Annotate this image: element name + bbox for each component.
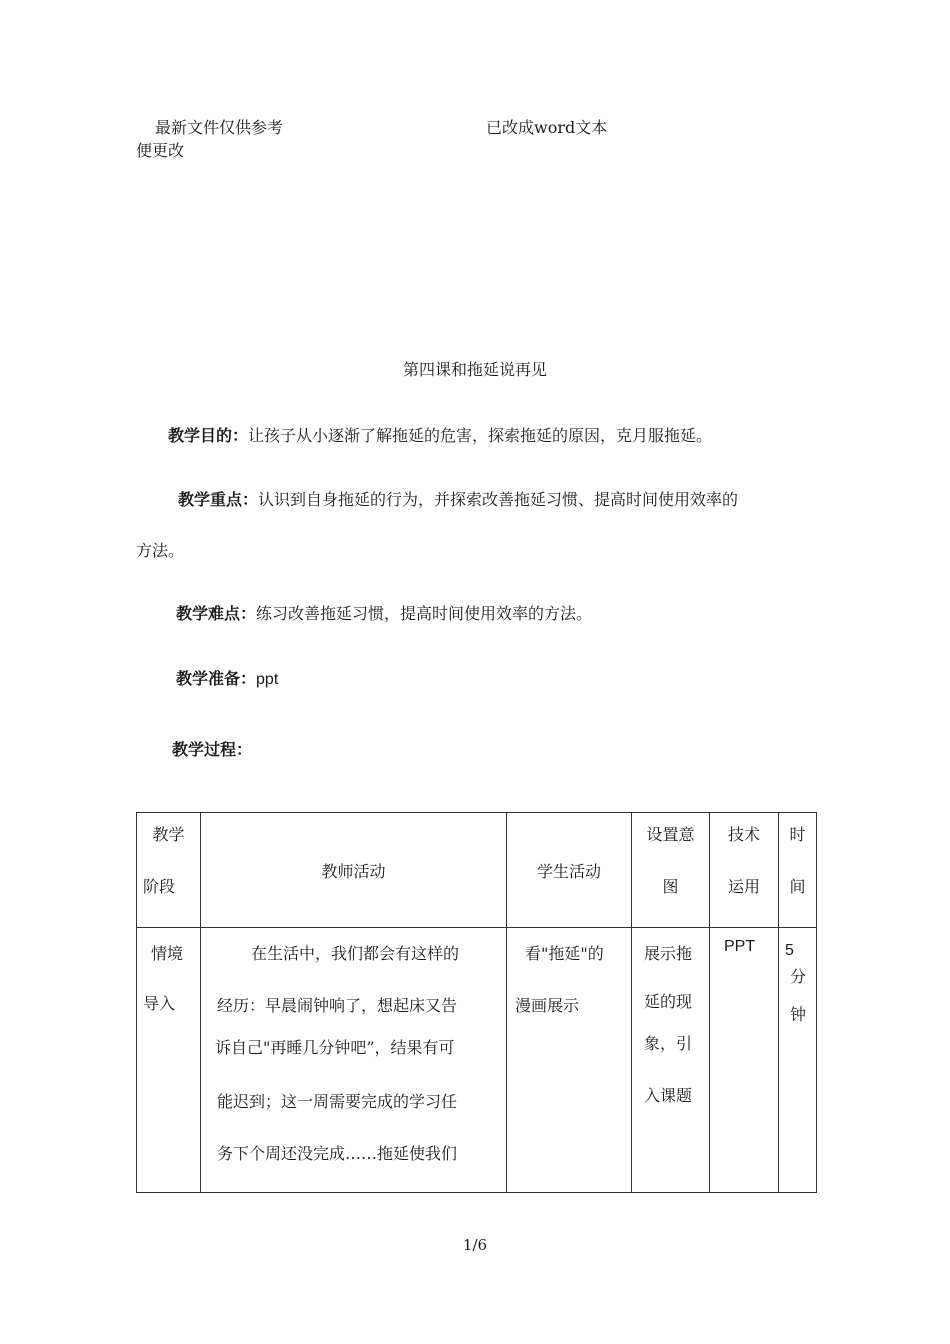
prep-label: 教学准备： — [176, 669, 257, 688]
row-stage: 情境 导入 — [137, 928, 201, 1193]
prep-text: ppt — [256, 671, 279, 688]
process-label: 教学过程： — [172, 740, 253, 759]
focus-text-cont: 方法。 — [136, 541, 185, 560]
header-note-left: 最新文件仅供参考 — [155, 118, 284, 137]
header-student-activity: 学生活动 — [507, 813, 632, 928]
objective-label: 教学目的： — [168, 426, 249, 445]
header-note-left-cont: 便更改 — [136, 141, 185, 160]
row-student-activity: 看"拖延"的 漫画展示 — [507, 928, 632, 1193]
focus-label: 教学重点： — [178, 490, 259, 509]
header-tech-use: 技术 运用 — [710, 813, 779, 928]
header-stage: 教学 阶段 — [137, 813, 201, 928]
document-title: 第四课和拖延说再见 — [402, 360, 547, 379]
header-note-right: 已改成word文本 — [486, 118, 608, 137]
table-row — [137, 928, 817, 1193]
difficulty-paragraph — [176, 601, 592, 624]
focus-text: 认识到自身拖延的行为，并探索改善拖延习惯、提高时间使用效率的 — [258, 490, 739, 509]
row-time: 5 分 钟 — [779, 928, 817, 1193]
table-header-row — [137, 813, 817, 928]
header-design-intent: 设置意 图 — [632, 813, 710, 928]
row-teacher-activity: 在生活中，我们都会有这样的 经历：早晨闹钟响了，想起床又告 诉自己"再睡几分钟吧”，结果有可 能迟到；这一周需要完成的学习任 务下个周还没完成……拖延使我们 — [201, 928, 507, 1193]
row-tech-use: PPT — [710, 928, 779, 1193]
difficulty-label: 教学难点： — [176, 604, 257, 623]
objective-text: 让孩子从小逐渐了解拖延的危害，探索拖延的原因，克月服拖延。 — [248, 426, 713, 445]
lesson-process-table — [136, 812, 817, 1193]
prep-paragraph — [176, 666, 278, 689]
header-time: 时 间 — [779, 813, 817, 928]
objective-paragraph — [168, 423, 712, 446]
page-number: 1/6 — [462, 1236, 488, 1254]
header-teacher-activity: 教师活动 — [201, 813, 507, 928]
row-design-intent: 展示拖 延的现 象，引 入课题 — [632, 928, 710, 1193]
focus-paragraph — [178, 487, 738, 510]
difficulty-text: 练习改善拖延习惯，提高时间使用效率的方法。 — [256, 604, 593, 623]
